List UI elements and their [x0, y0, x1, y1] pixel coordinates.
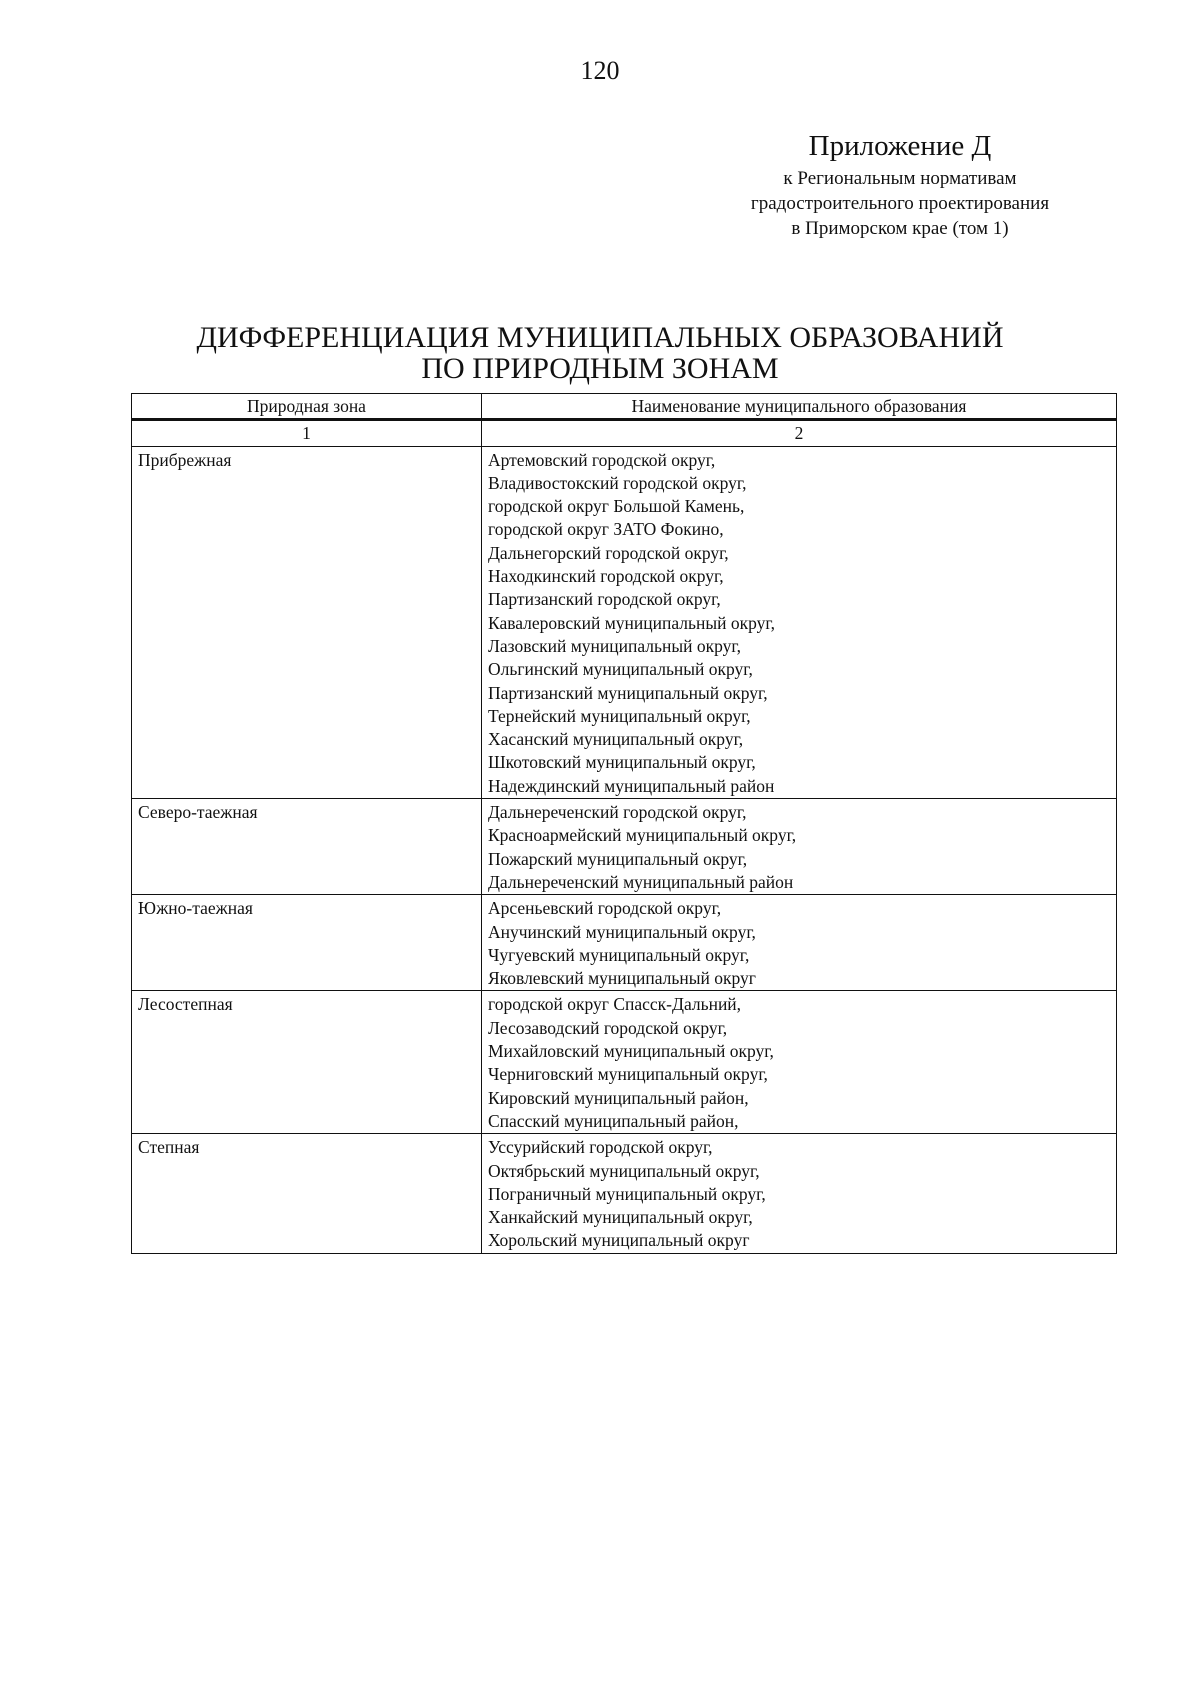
municipality-item: Надеждинский муниципальный район	[488, 775, 775, 796]
municipality-item: Октябрьский муниципальный округ,	[488, 1160, 760, 1181]
municipality-item: Лазовский муниципальный округ,	[488, 635, 741, 656]
municipality-item: Анучинский муниципальный округ,	[488, 921, 756, 942]
document-title-line-1: ДИФФЕРЕНЦИАЦИЯ МУНИЦИПАЛЬНЫХ ОБРАЗОВАНИЙ	[196, 321, 1004, 354]
header-municipality: Наименование муниципального образования	[482, 394, 1117, 420]
page-number: 120	[580, 56, 620, 85]
appendix-block	[700, 128, 1100, 241]
municipality-item: Хасанский муниципальный округ,	[488, 729, 744, 750]
document-title-line-2: ПО ПРИРОДНЫМ ЗОНАМ	[421, 352, 779, 385]
table-row	[132, 895, 1117, 991]
header-zone: Природная зона	[132, 394, 482, 420]
municipality-item: Пограничный муниципальный округ,	[488, 1183, 766, 1204]
municipality-item: Арсеньевский городской округ,	[488, 898, 722, 919]
municipality-item: Лесозаводский городской округ,	[488, 1017, 728, 1038]
table-row	[132, 446, 1117, 798]
municipality-item: Спасский муниципальный район,	[488, 1110, 739, 1131]
municipality-item: городской округ ЗАТО Фокино,	[488, 519, 724, 540]
zone-cell: Лесостепная	[132, 991, 482, 1134]
appendix-line: к Региональным нормативам	[783, 168, 1017, 189]
column-number-1: 1	[132, 420, 482, 446]
appendix-line: градостроительного проектирования	[750, 193, 1050, 214]
municipality-item: Хорольский муниципальный округ	[488, 1230, 750, 1251]
municipality-item: городской округ Большой Камень,	[488, 496, 745, 517]
municipality-item: Яковлевский муниципальный округ	[488, 968, 756, 989]
municipality-item: Дальнегорский городской округ,	[488, 542, 729, 563]
column-number-row	[132, 420, 1117, 446]
municipality-item: Красноармейский муниципальный округ,	[488, 825, 797, 846]
zones-table	[131, 393, 1117, 1254]
table-row	[132, 1134, 1117, 1253]
zone-cell: Южно-таежная	[132, 895, 482, 991]
municipality-cell	[482, 799, 1117, 895]
municipality-item: Чугуевский муниципальный округ,	[488, 944, 750, 965]
municipality-cell	[482, 991, 1117, 1134]
table-header-row	[132, 394, 1117, 420]
municipality-item: Кавалеровский муниципальный округ,	[488, 612, 775, 633]
municipality-item: Дальнереченский муниципальный район	[488, 871, 794, 892]
municipality-item: Дальнереченский городской округ,	[488, 802, 747, 823]
zone-cell: Северо-таежная	[132, 799, 482, 895]
municipality-item: Кировский муниципальный район,	[488, 1087, 749, 1108]
zone-cell: Степная	[132, 1134, 482, 1253]
table-body	[132, 420, 1117, 1253]
municipality-item: Партизанский городской округ,	[488, 589, 721, 610]
column-number-2: 2	[482, 420, 1117, 446]
municipality-item: Черниговский муниципальный округ,	[488, 1064, 768, 1085]
appendix-title: Приложение Д	[808, 130, 992, 162]
municipality-item: Партизанский муниципальный округ,	[488, 682, 768, 703]
table-row	[132, 991, 1117, 1134]
municipality-item: Владивостокский городской округ,	[488, 472, 747, 493]
municipality-item: Артемовский городской округ,	[488, 449, 716, 470]
municipality-cell	[482, 895, 1117, 991]
municipality-item: Уссурийский городской округ,	[488, 1137, 713, 1158]
municipality-cell	[482, 446, 1117, 798]
municipality-item: Ханкайский муниципальный округ,	[488, 1207, 753, 1228]
document-title	[0, 322, 1200, 384]
municipality-item: Шкотовский муниципальный округ,	[488, 752, 756, 773]
municipality-item: городской округ Спасск-Дальний,	[488, 994, 742, 1015]
table-row	[132, 799, 1117, 895]
municipality-item: Ольгинский муниципальный округ,	[488, 659, 753, 680]
municipality-item: Тернейский муниципальный округ,	[488, 705, 751, 726]
appendix-line: в Приморском крае (том 1)	[791, 218, 1009, 239]
municipality-cell	[482, 1134, 1117, 1253]
municipality-item: Находкинский городской округ,	[488, 566, 724, 587]
municipality-item: Михайловский муниципальный округ,	[488, 1041, 774, 1062]
municipality-item: Пожарский муниципальный округ,	[488, 848, 748, 869]
zone-cell: Прибрежная	[132, 446, 482, 798]
